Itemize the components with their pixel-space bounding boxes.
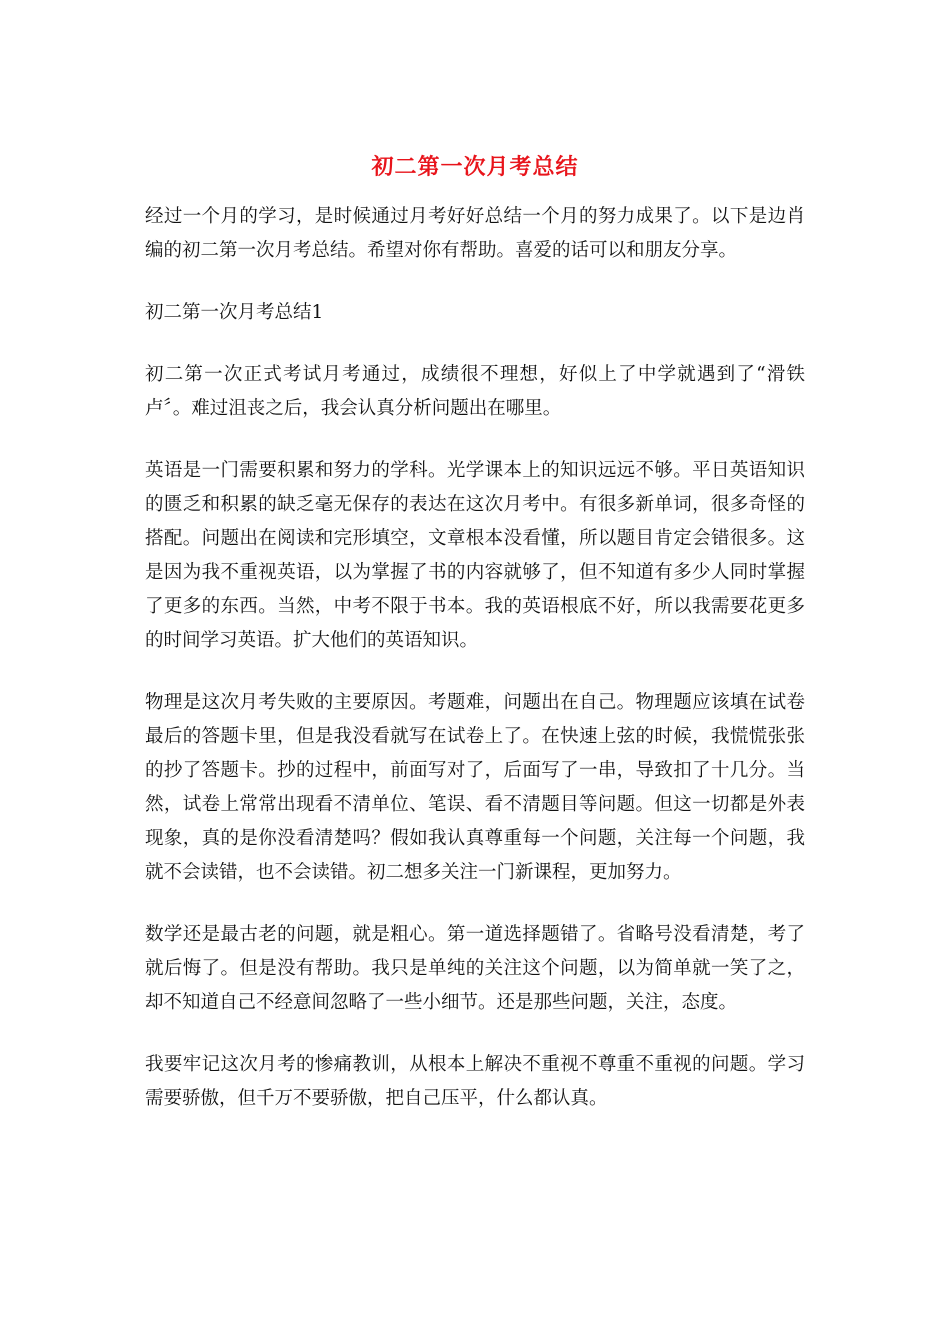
paragraph-english: 英语是一门需要积累和努力的学科。光学课本上的知识远远不够。平日英语知识的匮乏和积累的缺乏毫无保存的表达在这次月考中。有很多新单词，很多奇怪的搭配。问题出在阅读和完形填空，文章根本没看懂，所以题目肯定会错很多。这是因为我不重视英语，以为掌握了书的内容就够了，但不知道有多少人同时掌握了更多的东西。当然，中考不限于书本。我的英语根底不好，所以我需要花更多的时间学习英语。扩大他们的英语知识。 — [145, 460, 805, 651]
paragraph-math: 数学还是最古老的问题，就是粗心。第一道选择题错了。省略号没看清楚，考了就后悔了。但是没有帮助。我只是单纯的关注这个问题，以为简单就一笑了之，却不知道自己不经意间忽略了一些小细节。还是那些问题，关注，态度。 — [145, 924, 805, 1013]
paragraph-intro: 经过一个月的学习，是时候通过月考好好总结一个月的努力成果了。以下是边肖编的初二第一次月考总结。希望对你有帮助。喜爱的话可以和朋友分享。 — [145, 206, 805, 261]
paragraph-conclusion: 我要牢记这次月考的惨痛教训，从根本上解决不重视不尊重不重视的问题。学习需要骄傲，但千万不要骄傲，把自己压平，什么都认真。 — [145, 1054, 805, 1109]
document-title: 初二第一次月考总结 — [371, 155, 579, 180]
paragraph-physics: 物理是这次月考失败的主要原因。考题难，问题出在自己。物理题应该填在试卷最后的答题卡里，但是我没看就写在试卷上了。在快速上弦的时候，我慌慌张张的抄了答题卡。抄的过程中，前面写对了，后面写了一串，导致扣了十几分。当然，试卷上常常出现看不清单位、笔误、看不清题目等问题。但这一切都是外表现象，真的是你没看清楚吗？假如我认真尊重每一个问题，关注每一个问题，我就不会读错，也不会读错。初二想多关注一门新课程，更加努力。 — [145, 692, 805, 883]
document-content — [145, 148, 805, 1144]
paragraph-overview: 初二第一次正式考试月考通过，成绩很不理想，好似上了中学就遇到了“滑铁卢〞。难过沮丧之后，我会认真分析问题出在哪里。 — [145, 364, 805, 419]
section-heading: 初二第一次月考总结1 — [145, 302, 324, 323]
